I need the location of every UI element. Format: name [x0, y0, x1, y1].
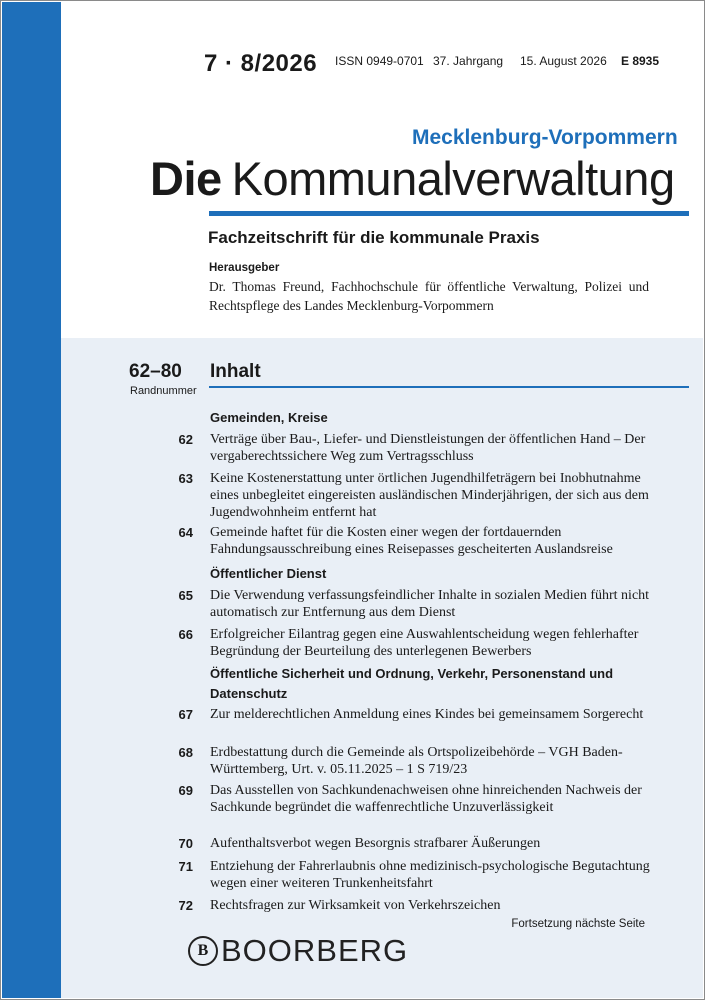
entry-text: Zur melderechtlichen Anmeldung eines Kindes bei gemeinsamem Sorgerecht	[210, 707, 644, 722]
entry-text: Die Verwendung verfassungsfeindlicher Inhalte in sozialen Medien führt nicht automatisch zur Entfernung aus dem Dienst	[210, 588, 650, 620]
section-heading: Öffentliche Sicherheit und Ordnung, Verkehr, Personenstand und Datenschutz	[210, 666, 614, 701]
contents-rule	[209, 386, 689, 388]
entry-number: 69	[178, 783, 193, 798]
section-heading: Öffentlicher Dienst	[210, 566, 327, 581]
contents-heading: Inhalt	[210, 361, 261, 382]
entry-text: Das Ausstellen von Sachkundenachweisen ohne hinreichenden Nachweis der Sachkunde begründet die waffenrechtliche Unzuverlässigkeit	[210, 783, 642, 815]
entry-number: 68	[178, 745, 193, 760]
entry-text: Entziehung der Fahrerlaubnis ohne medizinisch-psychologische Begutachtung wegen einer weiteren Trunkenheitsfahrt	[210, 859, 650, 891]
entry-text: Erdbestattung durch die Gemeinde als Ortspolizeibehörde – VGH Baden-Württemberg, Urt. v. 05.11.2025 – 1 S 719/23	[210, 745, 623, 777]
state-name: Mecklenburg-Vorpommern	[412, 126, 678, 149]
title-main: Kommunalverwaltung	[231, 152, 675, 205]
entry-number: 72	[178, 898, 193, 913]
boorberg-logo-icon: B	[188, 936, 218, 966]
entry-number: 62	[178, 432, 193, 447]
margin-number-label: Randnummer	[130, 385, 197, 397]
issue-date: 15. August 2026	[520, 54, 607, 68]
entry-number: 63	[178, 471, 193, 486]
entry-text: Rechtsfragen zur Wirksamkeit von Verkehrszeichen	[210, 898, 501, 913]
section-heading: Gemeinden, Kreise	[210, 410, 328, 425]
accent-bar	[2, 2, 61, 998]
volume: 37. Jahrgang	[433, 54, 504, 68]
entry-number: 70	[178, 836, 193, 851]
publisher-text: Dr. Thomas Freund, Fachhochschule für öffentliche Verwaltung, Polizei und Rechtspflege des Landes Mecklenburg-Vorpommern	[209, 279, 649, 313]
journal-title	[150, 151, 675, 206]
publisher-label: Herausgeber	[209, 262, 280, 274]
entry-text: Erfolgreicher Eilantrag gegen eine Auswahlentscheidung wegen fehlerhafter Begründung der Beurteilung des unterlegenen Bewerbers	[210, 627, 639, 659]
publisher-logo	[188, 933, 408, 969]
entry-number: 64	[178, 525, 193, 540]
entry-number: 65	[178, 588, 193, 603]
publisher-logo-text: BOORBERG	[221, 933, 409, 968]
issn: ISSN 0949-0701	[335, 54, 424, 68]
entry-number: 66	[178, 627, 193, 642]
entry-number: 71	[178, 859, 193, 874]
margin-number-range: 62–80	[129, 361, 182, 382]
issue-number: 7 · 8/2026	[204, 50, 318, 77]
continued-note: Fortsetzung nächste Seite	[511, 918, 645, 930]
entry-text: Keine Kostenerstattung unter örtlichen Jugendhilfeträgern bei Inobhutnahme eines unbegleitet eingereisten ausländischen Minderjährigen, der sich aus dem Jugendwohnheim entfernt hat	[210, 471, 649, 520]
entry-number: 67	[178, 707, 193, 722]
entry-text: Verträge über Bau-, Liefer- und Dienstleistungen der öffentlichen Hand – Der vergaberechtssichere Weg zum Vertragsschluss	[210, 432, 646, 464]
entry-text: Aufenthaltsverbot wegen Besorgnis strafbarer Äußerungen	[210, 836, 541, 851]
journal-subtitle: Fachzeitschrift für die kommunale Praxis	[208, 228, 540, 247]
journal-code: E 8935	[621, 54, 660, 68]
title-prefix: Die	[150, 152, 222, 205]
entry-text: Gemeinde haftet für die Kosten einer wegen der fortdauernden Fahndungsausschreibung eines Reisepasses gescheiterten Auslandsreise	[210, 525, 613, 557]
title-rule	[209, 211, 689, 216]
